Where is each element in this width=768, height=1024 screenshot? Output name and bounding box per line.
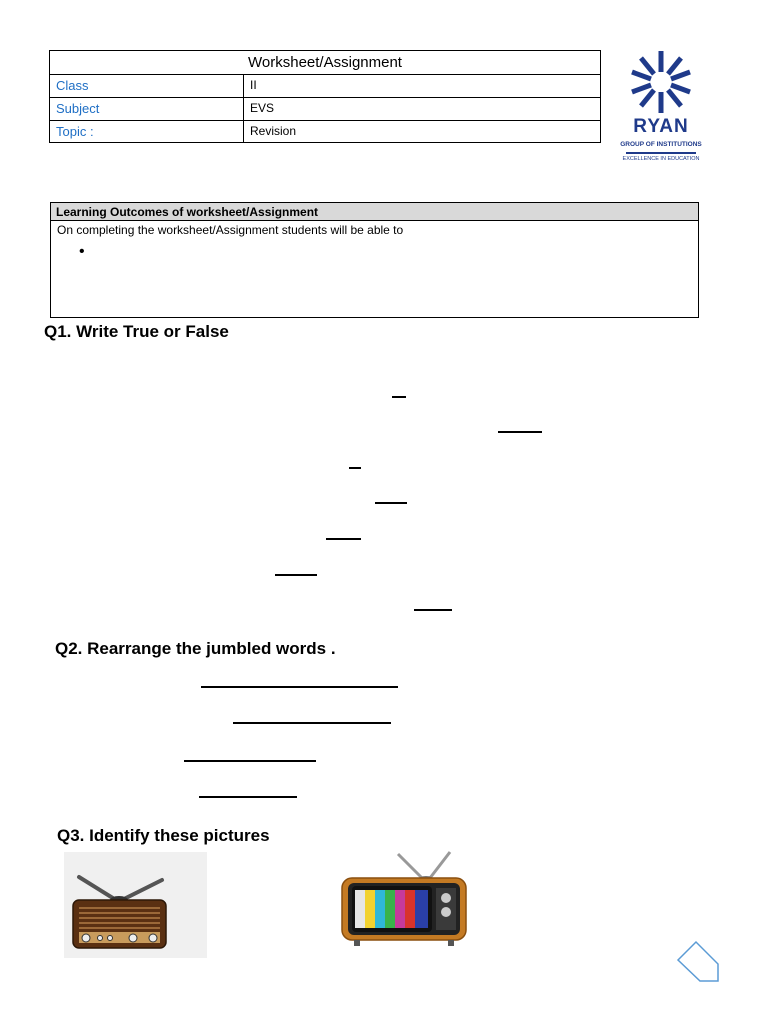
question-2-heading: Q2. Rearrange the jumbled words . bbox=[55, 639, 336, 658]
answer-line[interactable] bbox=[199, 796, 297, 798]
television-picture bbox=[340, 848, 468, 948]
answer-line[interactable] bbox=[184, 760, 316, 762]
bullet-point: • bbox=[79, 243, 85, 260]
learning-outcomes-heading: Learning Outcomes of worksheet/Assignment bbox=[51, 203, 698, 221]
logo-name: RYAN bbox=[633, 116, 689, 137]
answer-blank[interactable] bbox=[349, 467, 361, 469]
table-row-topic bbox=[50, 120, 600, 143]
answer-blank[interactable] bbox=[275, 574, 317, 576]
pentagon-icon bbox=[676, 940, 720, 984]
topic-label: Topic : bbox=[56, 124, 94, 139]
class-value: II bbox=[250, 78, 257, 92]
ryan-logo bbox=[612, 46, 710, 168]
answer-line[interactable] bbox=[233, 722, 391, 724]
question-1-heading: Q1. Write True or False bbox=[44, 322, 229, 341]
learning-outcomes-intro: On completing the worksheet/Assignment students will be able to bbox=[57, 223, 404, 237]
question-3-heading: Q3. Identify these pictures bbox=[57, 826, 270, 845]
subject-label: Subject bbox=[56, 101, 100, 116]
sunburst-logo-icon bbox=[612, 46, 710, 116]
logo-subtitle: GROUP OF INSTITUTIONS bbox=[620, 141, 702, 148]
learning-outcomes-box bbox=[50, 202, 699, 318]
table-row-subject bbox=[50, 97, 600, 121]
worksheet-title: Worksheet/Assignment bbox=[50, 51, 600, 75]
logo-divider bbox=[626, 152, 696, 154]
answer-blank[interactable] bbox=[414, 609, 452, 611]
answer-blank[interactable] bbox=[375, 502, 407, 504]
header-table bbox=[49, 50, 601, 143]
subject-value: EVS bbox=[250, 101, 275, 115]
answer-blank[interactable] bbox=[326, 538, 361, 540]
answer-blank[interactable] bbox=[498, 431, 542, 433]
topic-value: Revision bbox=[250, 124, 297, 138]
radio-picture bbox=[64, 852, 207, 958]
table-row-class bbox=[50, 74, 600, 98]
answer-line[interactable] bbox=[201, 686, 398, 688]
answer-blank[interactable] bbox=[392, 396, 406, 398]
logo-tagline: EXCELLENCE IN EDUCATION bbox=[622, 156, 700, 162]
class-label: Class bbox=[56, 78, 89, 93]
